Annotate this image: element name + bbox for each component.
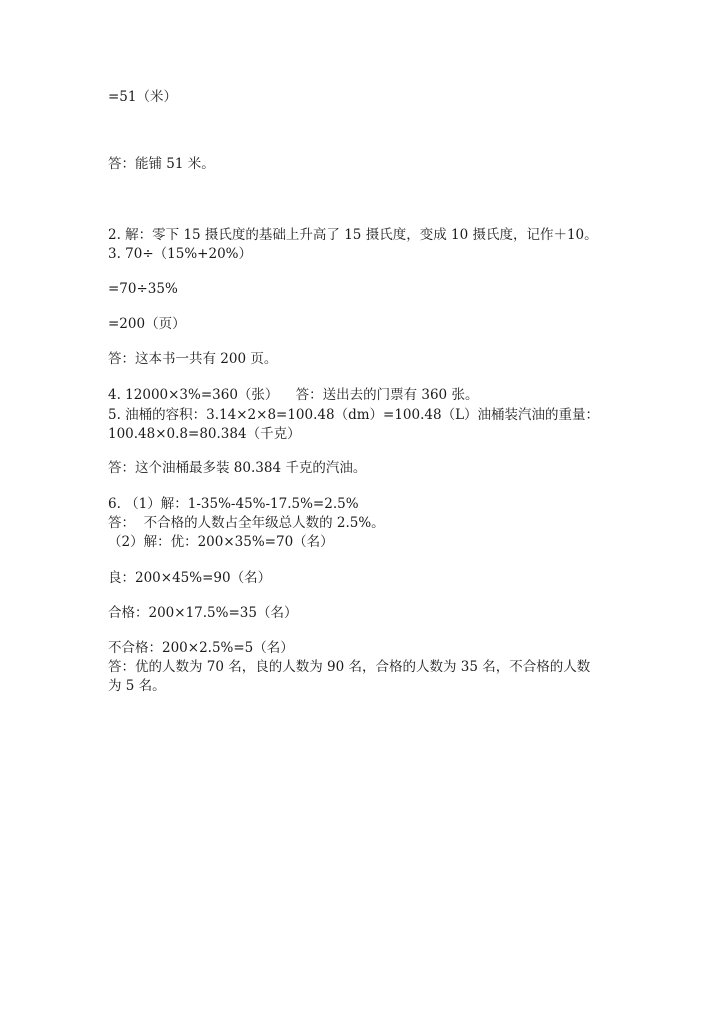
text-line-9: 5. 油桶的容积：3.14×2×8=100.48（dm）=100.48（L）油桶装汽油的重量： [108, 407, 600, 423]
text-line-7: 答：这本书一共有 200 页。 [108, 351, 278, 367]
text-line-5: =70÷35% [108, 281, 178, 297]
text-line-12: 6. （1）解：1-35%-45%-17.5%=2.5% [108, 496, 359, 512]
text-line-10: 100.48×0.8=80.384（千克） [108, 426, 301, 442]
text-line-14: （2）解：优：200×35%=70（名） [108, 534, 334, 550]
text-line-6: =200（页） [108, 316, 186, 332]
text-line-11: 答：这个油桶最多装 80.384 千克的汽油。 [108, 460, 367, 476]
text-line-17: 不合格：200×2.5%=5（名） [108, 640, 294, 656]
text-line-2: 答：能铺 51 米。 [108, 156, 215, 172]
text-line-8: 4. 12000×3%=360（张） 答：送出去的门票有 360 张。 [108, 387, 479, 403]
text-line-4: 3. 70÷（15%+20%） [108, 246, 252, 262]
text-line-18: 答：优的人数为 70 名，良的人数为 90 名，合格的人数为 35 名，不合格的人数 [108, 659, 591, 675]
text-line-13: 答： 不合格的人数占全年级总人数的 2.5%。 [108, 515, 385, 531]
text-line-3: 2. 解：零下 15 摄氏度的基础上升高了 15 摄氏度，变成 10 摄氏度，记作＋10。 [108, 227, 598, 243]
text-line-16: 合格：200×17.5%=35（名） [108, 605, 298, 621]
text-line-19: 为 5 名。 [108, 678, 166, 694]
text-line-15: 良：200×45%=90（名） [108, 570, 272, 586]
text-line-1: =51（米） [108, 89, 177, 105]
